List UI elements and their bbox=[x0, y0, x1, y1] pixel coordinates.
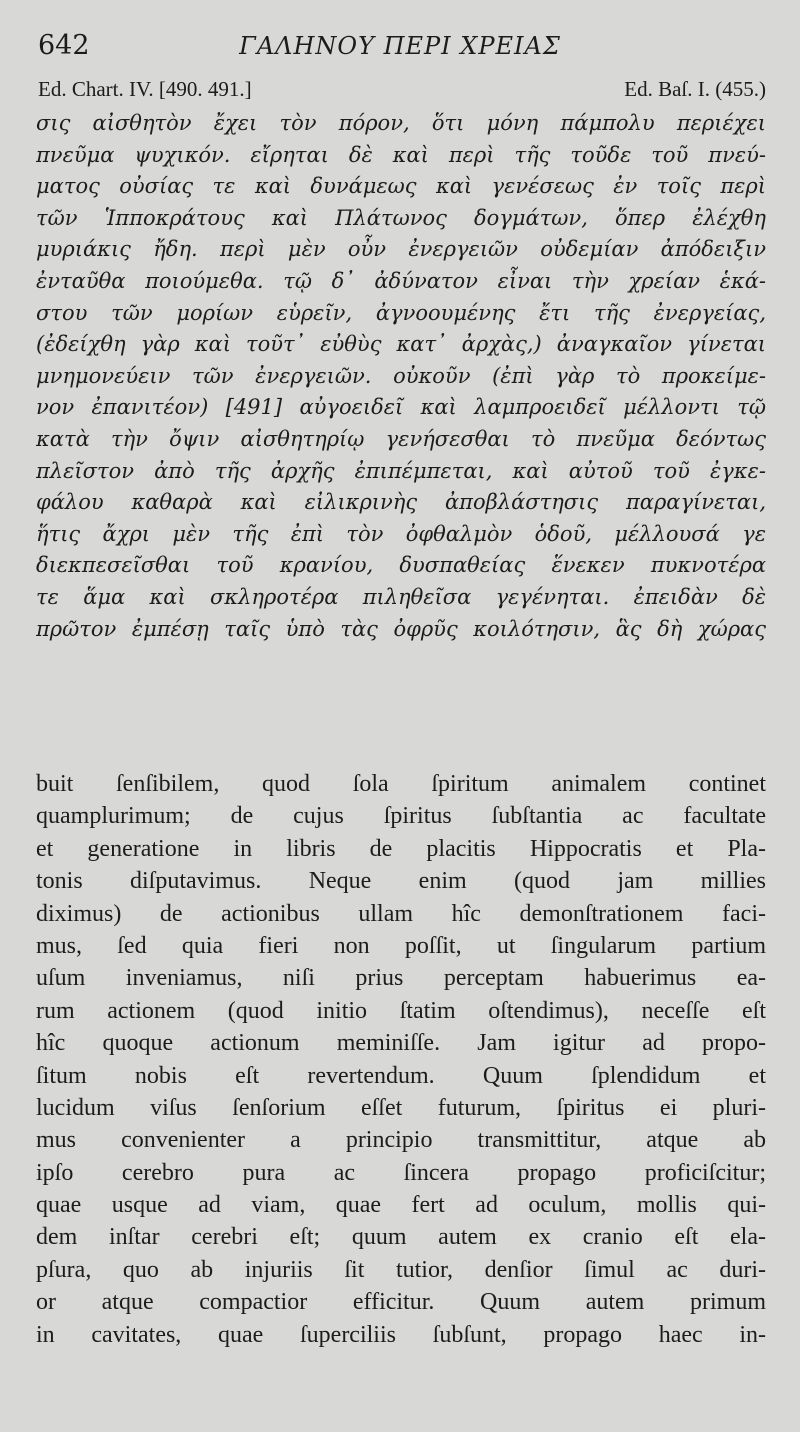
greek-text-line: ματος οὐσίας τε καὶ δυνάμεως καὶ γενέσεως ἐν τοῖς περὶ bbox=[36, 174, 766, 199]
edition-reference-chartier: Ed. Chart. IV. [490. 491.] bbox=[38, 77, 252, 101]
greek-text-line: τε ἅμα καὶ σκληροτέρα πιληθεῖσα γεγένηται. ἐπειδὰν δὲ bbox=[36, 584, 766, 609]
latin-text-line: pſura, quo ab injuriis ſit tutior, denſior ſimul ac duri- bbox=[36, 1256, 766, 1283]
latin-text-block bbox=[36, 768, 766, 1351]
greek-text-line: μυριάκις ἤδη. περὶ μὲν οὖν ἐνεργειῶν οὐδεμίαν ἀπόδειξιν bbox=[36, 237, 766, 262]
latin-text-line: quae usque ad viam, quae fert ad oculum, mollis qui- bbox=[36, 1192, 766, 1219]
greek-text-line: μνημονεύειν τῶν ἐνεργειῶν. οὐκοῦν (ἐπὶ γὰρ τὸ προκείμε- bbox=[36, 363, 766, 388]
latin-text-line: in cavitates, quae ſuperciliis ſubſunt, propago haec in- bbox=[36, 1321, 766, 1348]
latin-text-line: mus, ſed quia fieri non poſſit, ut ſingularum partium bbox=[36, 932, 766, 959]
latin-text-line: diximus) de actionibus ullam hîc demonſtrationem faci- bbox=[36, 900, 766, 927]
latin-text-line: ipſo cerebro pura ac ſincera propago proficiſcitur; bbox=[36, 1159, 766, 1186]
latin-text-line: rum actionem (quod initio ſtatim oſtendimus), neceſſe eſt bbox=[36, 997, 766, 1024]
latin-text-line: et generatione in libris de placitis Hippocratis et Pla- bbox=[36, 835, 766, 862]
greek-text-line: πλεῖστον ἀπὸ τῆς ἀρχῆς ἐπιπέμπεται, καὶ αὐτοῦ τοῦ ἐγκε- bbox=[36, 458, 766, 483]
latin-text-line: or atque compactior efficitur. Quum autem primum bbox=[36, 1289, 766, 1316]
greek-text-line: στου τῶν μορίων εὑρεῖν, ἀγνοουμένης ἔτι τῆς ἐνεργείας, bbox=[36, 300, 766, 325]
greek-text-line: νον ἐπανιτέον) [491] αὐγοειδεῖ καὶ λαμπροειδεῖ μέλλοντι τῷ bbox=[36, 395, 766, 420]
latin-text-line: buit ſenſibilem, quod ſola ſpiritum animalem continet bbox=[36, 771, 766, 797]
greek-text-line: ἐνταῦθα ποιούμεθα. τῷ δ᾽ ἀδύνατον εἶναι τὴν χρείαν ἑκά- bbox=[36, 268, 766, 293]
latin-text-line: lucidum viſus ſenſorium eſſet futurum, ſpiritus ei pluri- bbox=[36, 1094, 766, 1121]
greek-text-line: πνεῦμα ψυχικόν. εἴρηται δὲ καὶ περὶ τῆς τοῦδε τοῦ πνεύ- bbox=[36, 142, 766, 167]
running-head bbox=[38, 30, 762, 66]
greek-text-line: σις αἰσθητὸν ἔχει τὸν πόρον, ὅτι μόνη πάμπολυ περιέχει bbox=[36, 111, 766, 135]
edition-reference-basel: Ed. Baſ. I. (455.) bbox=[624, 77, 766, 101]
edition-reference-line bbox=[38, 77, 766, 107]
latin-text-line: mus convenienter a principio transmittitur, atque ab bbox=[36, 1127, 766, 1154]
greek-text-line: κατὰ τὴν ὄψιν αἰσθητηρίῳ γενήσεσθαι τὸ πνεῦμα δεόντως bbox=[36, 426, 766, 451]
latin-text-line: hîc quoque actionum meminiſſe. Jam igitur ad propo- bbox=[36, 1030, 766, 1057]
greek-text-line: φάλου καθαρὰ καὶ εἰλικρινὴς ἀποβλάστησις παραγίνεται, bbox=[36, 490, 766, 515]
latin-text-line: quamplurimum; de cujus ſpiritus ſubſtantia ac facultate bbox=[36, 803, 766, 830]
greek-text-line: τῶν Ἱπποκράτους καὶ Πλάτωνος δογμάτων, ὅπερ ἐλέχθη bbox=[36, 205, 766, 230]
latin-text-line: dem inſtar cerebri eſt; quum autem ex cranio eſt ela- bbox=[36, 1224, 766, 1251]
greek-text-line: (ἐδείχθη γὰρ καὶ τοῦτ᾽ εὐθὺς κατ᾽ ἀρχὰς,) ἀναγκαῖον γίνεται bbox=[36, 332, 766, 357]
running-title: ΓΑΛΗΝΟΥ ΠΕΡΙ ΧΡΕΙΑΣ bbox=[239, 32, 561, 60]
greek-text-line: διεκπεσεῖσθαι τοῦ κρανίου, δυσπαθείας ἕνεκεν πυκνοτέρα bbox=[36, 553, 766, 578]
latin-text-line: tonis diſputavimus. Neque enim (quod jam millies bbox=[36, 868, 766, 895]
latin-text-line: ſitum nobis eſt revertendum. Quum ſplendidum et bbox=[36, 1062, 766, 1089]
latin-text-line: uſum inveniamus, niſi prius perceptam habuerimus ea- bbox=[36, 965, 766, 992]
page-number: 642 bbox=[38, 30, 90, 61]
greek-text-block bbox=[36, 108, 766, 645]
greek-text-line: ἥτις ἄχρι μὲν τῆς ἐπὶ τὸν ὀφθαλμὸν ὁδοῦ, μέλλουσά γε bbox=[36, 521, 766, 546]
greek-text-line: πρῶτον ἐμπέσῃ ταῖς ὑπὸ τὰς ὀφρῦς κοιλότησιν, ἃς δὴ χώρας bbox=[36, 616, 766, 641]
